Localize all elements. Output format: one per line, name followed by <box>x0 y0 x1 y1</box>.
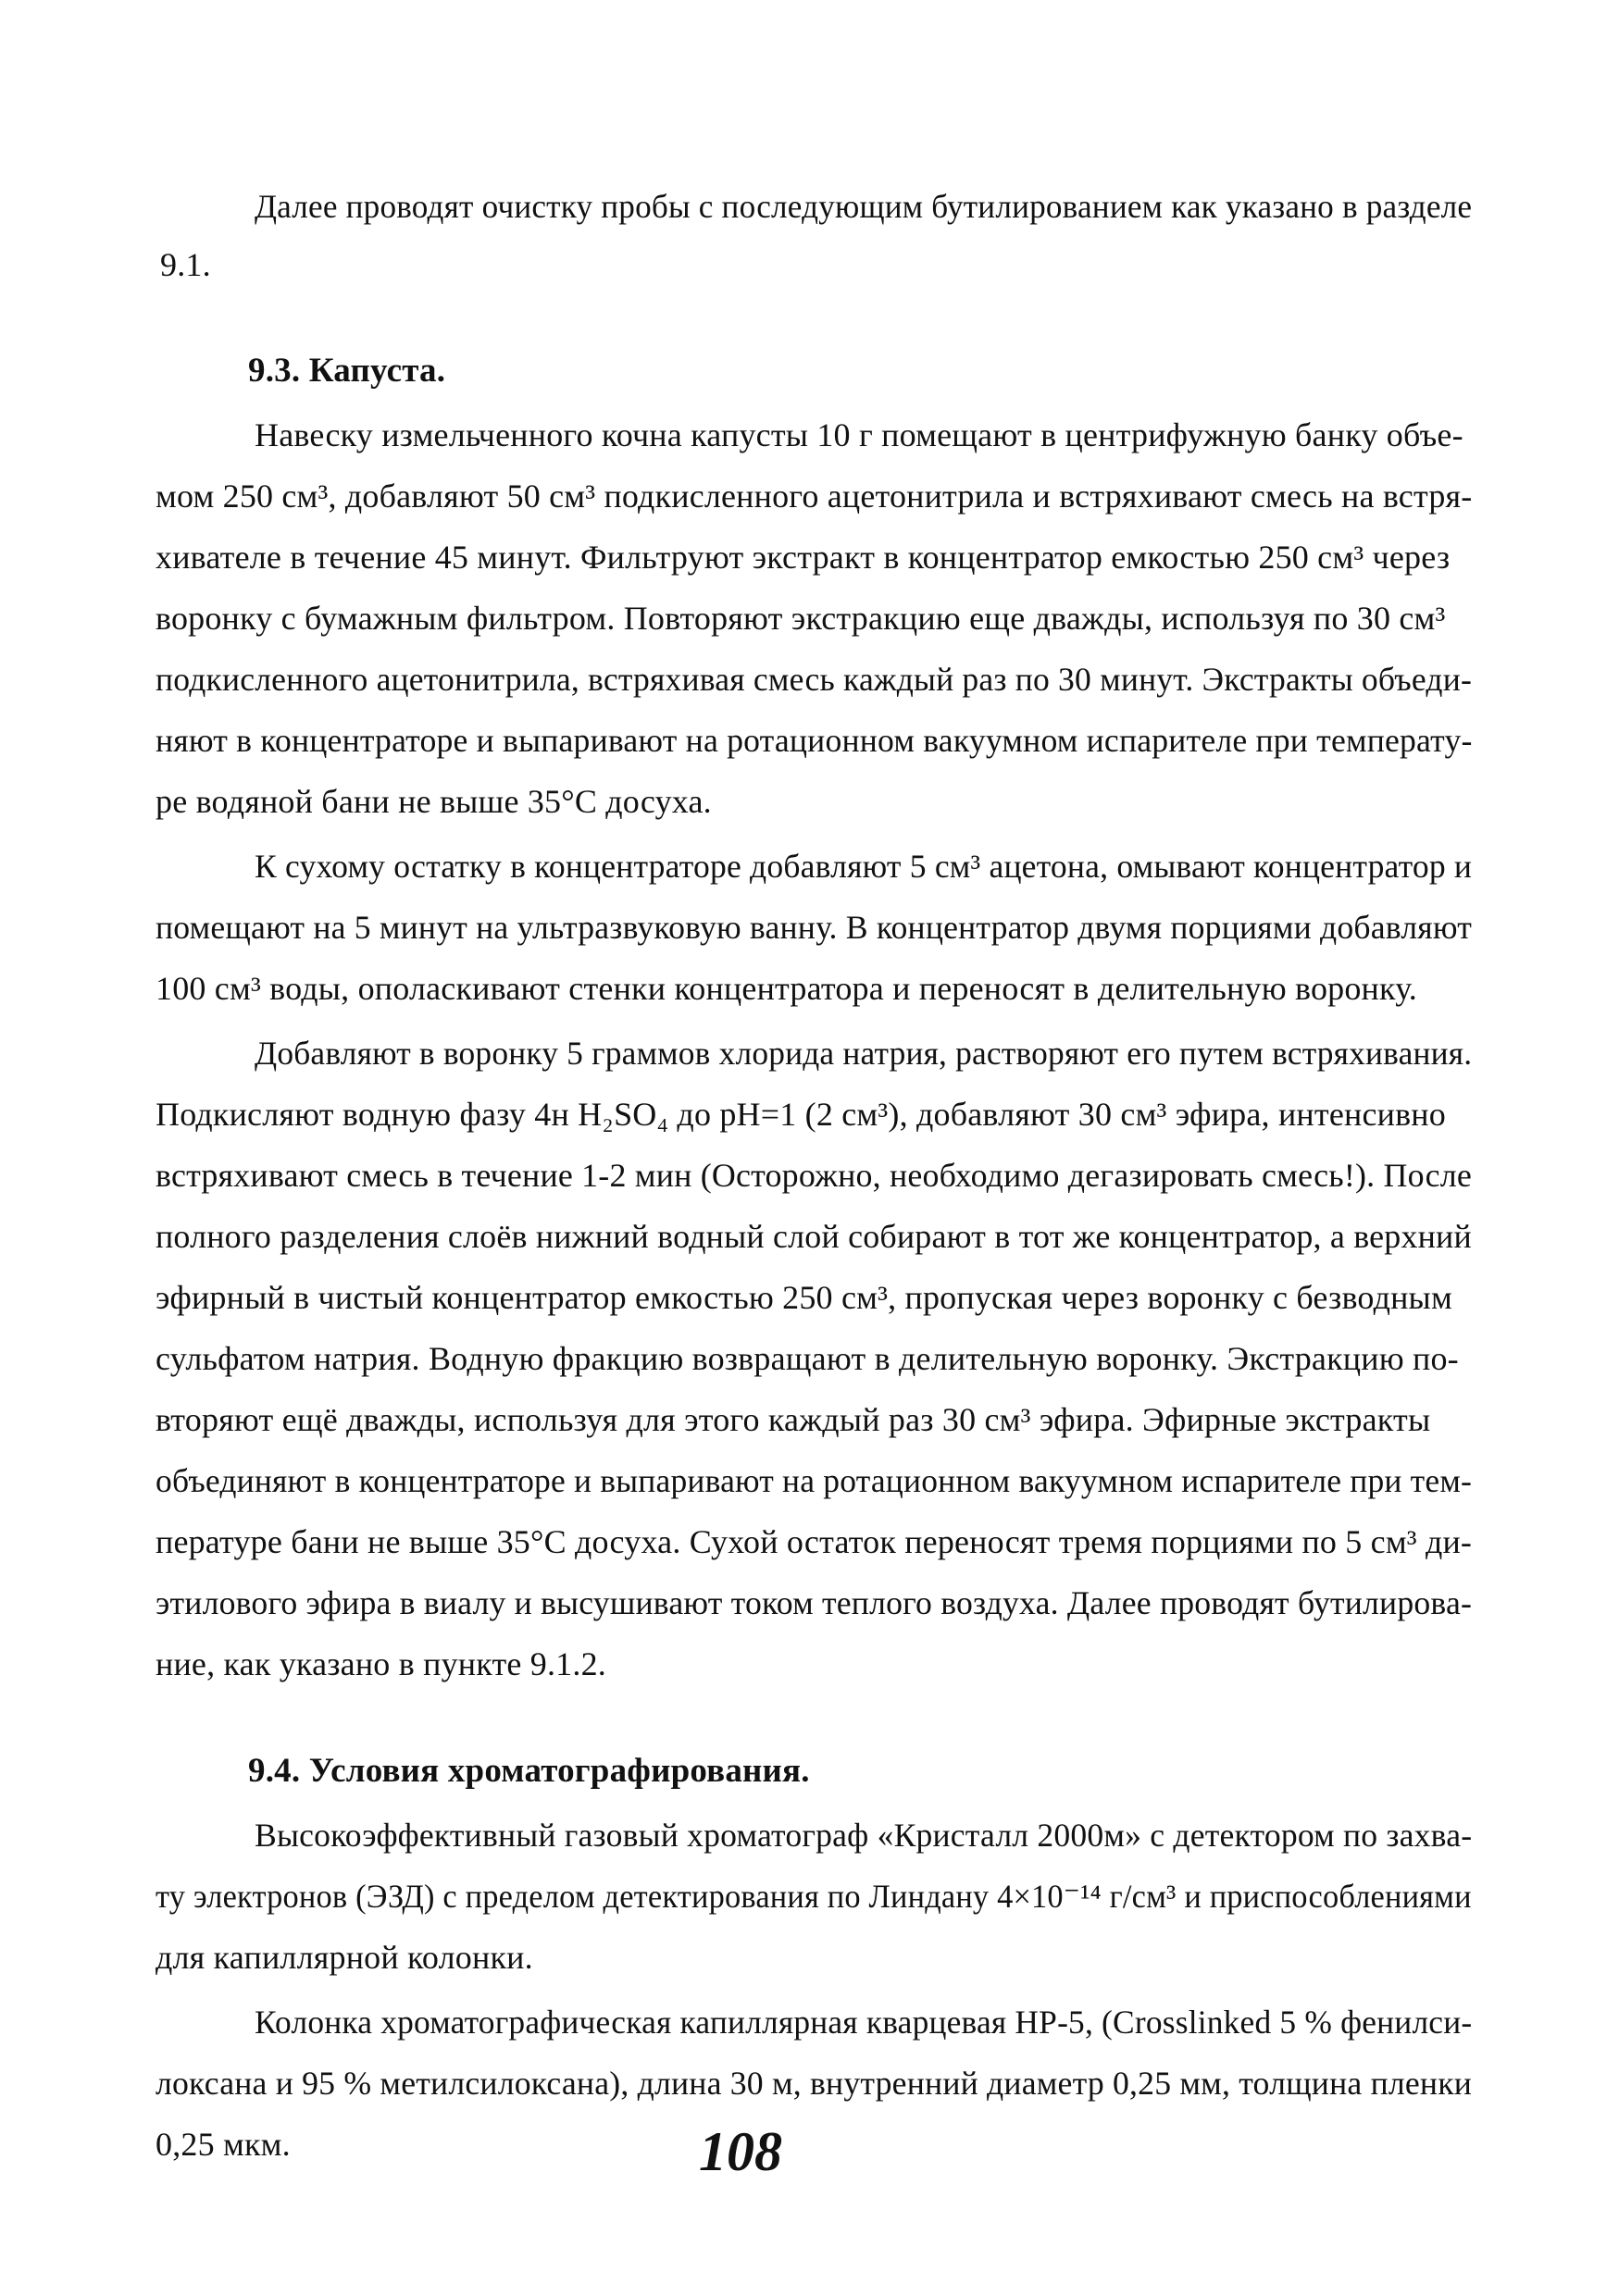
section-9-3-para3-line: встряхивают смесь в течение 1-2 мин (Осторожно, необходимо дегазировать смесь!). После <box>156 1157 1473 1194</box>
section-9-3-para3-line: вторяют ещё дважды, используя для этого каждый раз 30 см³ эфира. Эфирные экстракты <box>156 1401 1431 1438</box>
section-9-3-para1-line: воронку с бумажным фильтром. Повторяют экстракцию еще дважды, используя по 30 см³ <box>156 600 1446 637</box>
section-9-3-para3-line: ние, как указано в пункте 9.1.2. <box>156 1645 606 1682</box>
section-9-3-para1-line: няют в концентраторе и выпаривают на ротационном вакуумном испарителе при температу- <box>156 722 1473 759</box>
section-9-3-para3-line: пературе бани не выше 35°С досуха. Сухой остаток переносят тремя порциями по 5 см³ ди- <box>156 1523 1473 1560</box>
section-9-3-para3-line: Подкисляют водную фазу 4н H₂SO₄ до pH=1 (2 см³), добавляют 30 см³ эфира, интенсивно <box>156 1096 1446 1133</box>
section-9-3-heading: 9.3. Капуста. <box>248 352 446 390</box>
section-9-4-heading: 9.4. Условия хроматографирования. <box>248 1752 810 1790</box>
section-9-4-para2-line: 0,25 мкм. <box>156 2126 291 2163</box>
section-9-3-para3-line: сульфатом натрия. Водную фракцию возвращают в делительную воронку. Экстракцию по- <box>156 1340 1459 1377</box>
section-9-2-ref: 9.1. <box>160 246 211 283</box>
section-9-3-para1-line: Навеску измельченного кочна капусты 10 г помещают в центрифужную банку объе- <box>255 416 1463 453</box>
section-9-4-para1-line: Высокоэффективный газовый хроматограф «Кристалл 2000м» с детектором по захва- <box>255 1817 1473 1854</box>
section-9-3-para1-line: подкисленного ацетонитрила, встряхивая смесь каждый раз по 30 минут. Экстракты объеди- <box>156 661 1473 698</box>
section-9-3-para3-line: объединяют в концентраторе и выпаривают на ротационном вакуумном испарителе при тем- <box>156 1462 1473 1499</box>
section-9-3-para1-line: мом 250 см³, добавляют 50 см³ подкисленного ацетонитрила и встряхивают смесь на встря- <box>156 478 1473 515</box>
section-9-3-para2-line: К сухому остатку в концентраторе добавляют 5 см³ ацетона, омывают концентратор и <box>255 848 1473 885</box>
section-9-3-para3-line: полного разделения слоёв нижний водный слой собирают в тот же концентратор, а верхний <box>156 1218 1472 1255</box>
section-9-4-para2-line: Колонка хроматографическая капиллярная кварцевая HP-5, (Crosslinked 5 % фенилси- <box>255 2004 1473 2041</box>
section-9-4-para1-line: для капиллярной колонки. <box>156 1939 533 1976</box>
section-9-3-para1-line: ре водяной бани не выше 35°С досуха. <box>156 783 712 820</box>
section-9-4-para1-line: ту электронов (ЭЗД) с пределом детектирования по Линдану 4×10⁻¹⁴ г/см³ и приспособлениями <box>156 1878 1472 1915</box>
page-number: 108 <box>699 2121 782 2182</box>
section-9-3-para2-line: 100 см³ воды, ополаскивают стенки концентратора и переносят в делительную воронку. <box>156 970 1417 1007</box>
section-9-3-para1-line: хивателе в течение 45 минут. Фильтруют экстракт в концентратор емкостью 250 см³ через <box>156 539 1451 576</box>
section-9-3-para3-line: эфирный в чистый концентратор емкостью 250 см³, пропуская через воронку с безводным <box>156 1279 1452 1316</box>
section-9-3-para3-line: Добавляют в воронку 5 граммов хлорида натрия, растворяют его путем встряхивания. <box>255 1035 1473 1072</box>
section-9-4-para2-line: локсана и 95 % метилсилоксана), длина 30 м, внутренний диаметр 0,25 мм, толщина пленки <box>156 2065 1473 2102</box>
section-9-2-tail-line: Далее проводят очистку пробы с последующим бутилированием как указано в разделе <box>255 188 1473 225</box>
section-9-3-para3-line: этилового эфира в виалу и высушивают током теплого воздуха. Далее проводят бутилирова- <box>156 1584 1473 1621</box>
section-9-3-para2-line: помещают на 5 минут на ультразвуковую ванну. В концентратор двумя порциями добавляют <box>156 909 1473 946</box>
